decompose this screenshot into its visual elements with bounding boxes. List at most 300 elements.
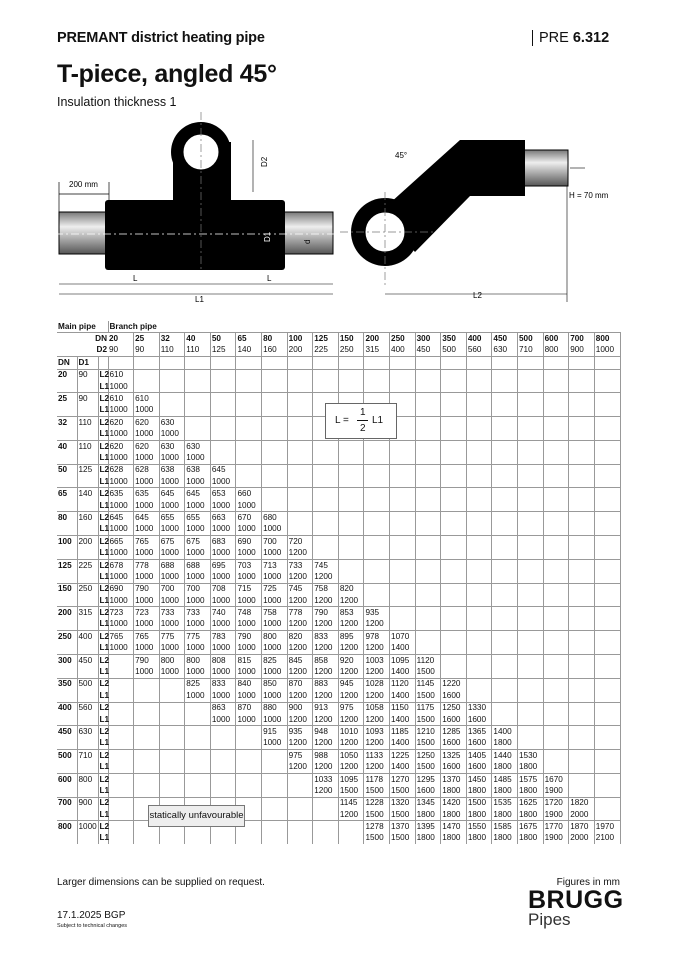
- l2-value-cell: 620: [134, 440, 160, 452]
- branch-dn-cell: 65: [236, 333, 262, 345]
- l2-value-cell: 800: [262, 631, 288, 643]
- l1-value-cell: 1000: [262, 619, 288, 631]
- branch-dn-cell: 32: [159, 333, 185, 345]
- l2-value-cell: [492, 512, 518, 524]
- table-row: [57, 452, 620, 464]
- l2-value-cell: [543, 559, 569, 571]
- l2-value-cell: 825: [185, 678, 211, 690]
- l2-value-cell: 790: [236, 631, 262, 643]
- l1-value-cell: 1500: [390, 809, 416, 821]
- l1-value-cell: 1200: [364, 761, 390, 773]
- l1-value-cell: 1200: [313, 643, 339, 655]
- l1-value-cell: [594, 381, 620, 393]
- l1-value-cell: 1800: [466, 785, 492, 797]
- l2-value-cell: 935: [287, 726, 313, 738]
- l2-value-cell: 1250: [415, 750, 441, 762]
- l1-value-cell: [543, 547, 569, 559]
- l2-value-cell: 883: [313, 678, 339, 690]
- l1-value-cell: [338, 547, 364, 559]
- l1-value-cell: 1000: [185, 524, 211, 536]
- l2-value-cell: [338, 440, 364, 452]
- l2-value-cell: 660: [236, 488, 262, 500]
- l1-value-cell: [108, 738, 134, 750]
- main-d1-cell: 450: [77, 654, 98, 666]
- table-cell: [77, 690, 98, 702]
- l2-value-cell: 1395: [415, 821, 441, 833]
- l2-value-cell: 628: [134, 464, 160, 476]
- l1-value-cell: [313, 809, 339, 821]
- brugg-logo-sub: Pipes: [528, 910, 571, 929]
- l2-value-cell: [492, 417, 518, 429]
- l1-value-cell: 1600: [466, 761, 492, 773]
- l1-value-cell: [364, 571, 390, 583]
- l2-label-cell: L2: [99, 465, 110, 475]
- table-cell: [57, 714, 77, 726]
- l2-value-cell: [364, 536, 390, 548]
- l2-value-cell: [134, 726, 160, 738]
- l1-value-cell: 1800: [492, 785, 518, 797]
- l1-value-cell: [518, 619, 544, 631]
- l1-value-cell: 1000: [159, 619, 185, 631]
- l2-value-cell: [594, 607, 620, 619]
- l1-value-cell: 1000: [210, 690, 236, 702]
- l1-value-cell: [185, 761, 211, 773]
- l1-value-cell: [364, 524, 390, 536]
- l1-value-cell: [441, 571, 467, 583]
- l1-value-cell: [492, 429, 518, 441]
- l1-value-cell: [262, 429, 288, 441]
- table-row: [57, 547, 620, 559]
- code-number: 6.312: [572, 30, 610, 46]
- branch-pipe-header: Branch pipe: [109, 321, 157, 331]
- l2-value-cell: [415, 488, 441, 500]
- l1-value-cell: [338, 452, 364, 464]
- l1-value-cell: 1000: [134, 571, 160, 583]
- l1-label-cell: L1: [98, 714, 108, 726]
- table-row: [57, 369, 620, 381]
- l2-value-cell: 1675: [518, 821, 544, 833]
- l1-value-cell: 1800: [492, 738, 518, 750]
- l1-value-cell: [518, 405, 544, 417]
- l1-value-cell: [287, 524, 313, 536]
- main-d1-cell: 630: [77, 726, 98, 738]
- l1-value-cell: [518, 643, 544, 655]
- l1-value-cell: [594, 690, 620, 702]
- l1-value-cell: [415, 524, 441, 536]
- l1-value-cell: [569, 381, 595, 393]
- l1-value-cell: 1800: [492, 761, 518, 773]
- l2-value-cell: [466, 417, 492, 429]
- l2-value-cell: [466, 654, 492, 666]
- dimension-table: [57, 321, 621, 844]
- branch-d2-cell: 250: [338, 345, 364, 357]
- branch-d2-cell: 315: [364, 345, 390, 357]
- main-pipe-header: Main pipe: [57, 321, 108, 333]
- l1-value-cell: 1000: [159, 429, 185, 441]
- l1-value-cell: 1000: [236, 500, 262, 512]
- l2-value-cell: 708: [210, 583, 236, 595]
- table-cell: [569, 357, 595, 369]
- main-dn-cell: 450: [57, 726, 77, 738]
- table-row: [57, 583, 620, 595]
- l1-value-cell: [569, 619, 595, 631]
- l2-value-cell: [594, 654, 620, 666]
- l2-value-cell: 1400: [492, 726, 518, 738]
- table-row: [57, 440, 620, 452]
- l2-label-cell: L2: [99, 417, 110, 427]
- l2-value-cell: 715: [236, 583, 262, 595]
- branch-dn-cell: 25: [134, 333, 160, 345]
- l2-value-cell: 790: [313, 607, 339, 619]
- l2-value-cell: 1228: [364, 797, 390, 809]
- l2-value-cell: [441, 369, 467, 381]
- l2-value-cell: 1150: [390, 702, 416, 714]
- l1-value-cell: [466, 643, 492, 655]
- l2-value-cell: 675: [185, 536, 211, 548]
- l2-value-cell: [441, 631, 467, 643]
- l1-value-cell: [441, 476, 467, 488]
- l2-value-cell: 723: [134, 607, 160, 619]
- l1-value-cell: [543, 595, 569, 607]
- l2-value-cell: 790: [134, 583, 160, 595]
- l1-value-cell: [415, 452, 441, 464]
- main-d1-cell: 400: [77, 631, 98, 643]
- l1-value-cell: [441, 595, 467, 607]
- l2-value-cell: 733: [185, 607, 211, 619]
- table-row: [57, 536, 620, 548]
- l2-value-cell: [441, 488, 467, 500]
- table-cell: [77, 619, 98, 631]
- l2-value-cell: 1133: [364, 750, 390, 762]
- l1-value-cell: [441, 643, 467, 655]
- dn-column-label: DN: [57, 357, 77, 369]
- table-cell: [134, 357, 160, 369]
- l1-value-cell: [492, 595, 518, 607]
- l2-value-cell: 645: [108, 512, 134, 524]
- l2-value-cell: 683: [210, 536, 236, 548]
- table-cell: [287, 357, 313, 369]
- l2-value-cell: [313, 797, 339, 809]
- l1-value-cell: [492, 690, 518, 702]
- l2-label-cell: L2: [99, 370, 110, 380]
- l2-value-cell: [569, 393, 595, 405]
- l2-value-cell: 1320: [390, 797, 416, 809]
- l1-value-cell: [441, 619, 467, 631]
- l2-value-cell: [313, 821, 339, 833]
- l2-value-cell: [594, 678, 620, 690]
- l1-value-cell: [543, 500, 569, 512]
- l1-value-cell: [492, 571, 518, 583]
- l1-value-cell: 1600: [441, 738, 467, 750]
- l2-value-cell: [364, 464, 390, 476]
- l1-value-cell: 1000: [185, 666, 211, 678]
- l1-value-cell: 1000: [108, 619, 134, 631]
- l1-value-cell: [262, 405, 288, 417]
- main-dn-cell: 25: [57, 393, 77, 405]
- l1-value-cell: [236, 833, 262, 844]
- l2-value-cell: [543, 488, 569, 500]
- l2-value-cell: 630: [185, 440, 211, 452]
- l2-value-cell: [492, 536, 518, 548]
- table-cell: [57, 405, 77, 417]
- l1-value-cell: [466, 524, 492, 536]
- l1-value-cell: [441, 547, 467, 559]
- l1-value-cell: 1000: [210, 547, 236, 559]
- l1-value-cell: 1000: [185, 547, 211, 559]
- l2-label-cell: L2: [99, 608, 110, 618]
- main-d1-cell: 110: [77, 417, 98, 429]
- table-row: [57, 797, 620, 809]
- l2-label-cell: L2: [99, 560, 110, 570]
- document-header-title: PREMANT district heating pipe: [57, 30, 265, 46]
- l1-value-cell: [441, 666, 467, 678]
- l2-value-cell: [338, 369, 364, 381]
- l2-value-cell: 745: [313, 559, 339, 571]
- l2-value-cell: [210, 417, 236, 429]
- l2-value-cell: 1178: [364, 773, 390, 785]
- l2-label-cell: L2: [99, 726, 110, 736]
- table-row: [57, 595, 620, 607]
- l1-value-cell: 1800: [415, 809, 441, 821]
- l2-value-cell: [518, 536, 544, 548]
- l1-value-cell: 1200: [287, 547, 313, 559]
- l1-label-cell: L1: [98, 595, 108, 607]
- l1-value-cell: [594, 714, 620, 726]
- l1-value-cell: 1200: [364, 690, 390, 702]
- l2-value-cell: 800: [185, 654, 211, 666]
- code-prefix: PRE: [539, 30, 569, 46]
- l2-label-cell: L2: [99, 631, 110, 641]
- l1-label-cell: L1: [98, 738, 108, 750]
- l2-value-cell: 1210: [415, 726, 441, 738]
- l2-value-cell: [390, 464, 416, 476]
- l1-value-cell: [338, 524, 364, 536]
- l2-value-cell: [594, 512, 620, 524]
- l2-value-cell: 1220: [441, 678, 467, 690]
- l1-value-cell: [492, 547, 518, 559]
- dim-h-label: H = 70 mm: [569, 191, 609, 200]
- l1-value-cell: [543, 738, 569, 750]
- l2-value-cell: 1175: [415, 702, 441, 714]
- main-d1-cell: 200: [77, 536, 98, 548]
- l2-value-cell: 1325: [441, 750, 467, 762]
- l2-value-cell: 1500: [466, 797, 492, 809]
- l2-value-cell: [594, 440, 620, 452]
- table-cell: [57, 666, 77, 678]
- l1-value-cell: [569, 571, 595, 583]
- l1-value-cell: 1000: [262, 524, 288, 536]
- branch-dn-cell: 500: [518, 333, 544, 345]
- l1-value-cell: [390, 381, 416, 393]
- l1-value-cell: [185, 429, 211, 441]
- table-cell: [466, 357, 492, 369]
- l1-value-cell: [390, 452, 416, 464]
- branch-d2-cell: 110: [185, 345, 211, 357]
- l2-value-cell: 863: [210, 702, 236, 714]
- l1-label-cell: L1: [98, 785, 108, 797]
- l2-value-cell: [518, 417, 544, 429]
- l2-value-cell: 1450: [466, 773, 492, 785]
- l1-value-cell: 2100: [594, 833, 620, 844]
- l2-value-cell: 815: [236, 654, 262, 666]
- table-cell: [77, 643, 98, 655]
- l1-value-cell: [518, 452, 544, 464]
- l1-value-cell: [543, 643, 569, 655]
- l2-value-cell: [569, 559, 595, 571]
- l1-value-cell: [569, 785, 595, 797]
- length-formula: [325, 403, 397, 439]
- statically-unfavourable-label: statically unfavourable: [148, 805, 245, 827]
- l2-value-cell: 870: [287, 678, 313, 690]
- table-cell: [77, 714, 98, 726]
- l2-value-cell: [134, 369, 160, 381]
- l2-value-cell: [159, 702, 185, 714]
- l2-value-cell: 678: [108, 559, 134, 571]
- l1-value-cell: 1000: [262, 714, 288, 726]
- l2-value-cell: [569, 702, 595, 714]
- l1-value-cell: [518, 666, 544, 678]
- table-row: [57, 726, 620, 738]
- l2-value-cell: 1720: [543, 797, 569, 809]
- l1-value-cell: 1200: [313, 666, 339, 678]
- l2-value-cell: 628: [108, 464, 134, 476]
- l2-value-cell: [518, 512, 544, 524]
- table-cell: [57, 643, 77, 655]
- l2-value-cell: [543, 369, 569, 381]
- l2-value-cell: [364, 512, 390, 524]
- main-d1-cell: 140: [77, 488, 98, 500]
- table-cell: [77, 500, 98, 512]
- table-cell: [57, 429, 77, 441]
- l2-value-cell: [441, 440, 467, 452]
- branch-d2-cell: 160: [262, 345, 288, 357]
- l1-value-cell: [313, 524, 339, 536]
- main-d1-cell: 225: [77, 559, 98, 571]
- l1-value-cell: 1000: [210, 524, 236, 536]
- l1-value-cell: [492, 476, 518, 488]
- l1-value-cell: 1000: [236, 524, 262, 536]
- l1-value-cell: 1200: [338, 809, 364, 821]
- l1-value-cell: 1000: [159, 476, 185, 488]
- l2-value-cell: [569, 773, 595, 785]
- l2-value-cell: [466, 488, 492, 500]
- l2-value-cell: [543, 393, 569, 405]
- table-cell: [57, 809, 77, 821]
- l1-value-cell: [415, 476, 441, 488]
- table-cell: [594, 357, 620, 369]
- l2-value-cell: 1095: [390, 654, 416, 666]
- l1-value-cell: 1000: [210, 571, 236, 583]
- l2-value-cell: 853: [338, 607, 364, 619]
- l1-value-cell: [569, 524, 595, 536]
- l1-value-cell: [518, 738, 544, 750]
- branch-dn-cell: 200: [364, 333, 390, 345]
- l2-value-cell: [492, 440, 518, 452]
- l1-value-cell: 1000: [134, 666, 160, 678]
- l2-label-cell: L2: [99, 703, 110, 713]
- l2-value-cell: [518, 464, 544, 476]
- l1-value-cell: 2000: [569, 833, 595, 844]
- l1-value-cell: [287, 833, 313, 844]
- l2-value-cell: [492, 583, 518, 595]
- l2-value-cell: [287, 488, 313, 500]
- table-row: [57, 643, 620, 655]
- l1-value-cell: 1200: [338, 690, 364, 702]
- l2-value-cell: 690: [108, 583, 134, 595]
- l2-value-cell: 775: [185, 631, 211, 643]
- l1-value-cell: [466, 595, 492, 607]
- branch-dn-cell: 600: [543, 333, 569, 345]
- l2-value-cell: [236, 464, 262, 476]
- l2-value-cell: 1250: [441, 702, 467, 714]
- l2-value-cell: [594, 797, 620, 809]
- l2-value-cell: [390, 369, 416, 381]
- l2-value-cell: [210, 369, 236, 381]
- l1-value-cell: [594, 619, 620, 631]
- l2-value-cell: [594, 369, 620, 381]
- l2-value-cell: [390, 440, 416, 452]
- l2-value-cell: 1405: [466, 750, 492, 762]
- table-cell: [57, 738, 77, 750]
- l2-value-cell: [262, 797, 288, 809]
- l1-value-cell: 1000: [262, 547, 288, 559]
- l2-value-cell: 978: [364, 631, 390, 643]
- l1-value-cell: [441, 452, 467, 464]
- l2-value-cell: 1278: [364, 821, 390, 833]
- l2-value-cell: [236, 417, 262, 429]
- l1-value-cell: 1200: [338, 595, 364, 607]
- l1-value-cell: 1200: [287, 738, 313, 750]
- l1-value-cell: [108, 714, 134, 726]
- table-cell: [236, 357, 262, 369]
- l2-value-cell: [466, 536, 492, 548]
- l1-value-cell: [210, 429, 236, 441]
- l2-value-cell: 900: [287, 702, 313, 714]
- main-d1-cell: 125: [77, 464, 98, 476]
- main-d1-cell: 315: [77, 607, 98, 619]
- table-cell: [57, 595, 77, 607]
- l1-value-cell: [543, 452, 569, 464]
- l1-value-cell: 1000: [134, 619, 160, 631]
- l1-value-cell: [466, 429, 492, 441]
- branch-dn-cell: 400: [466, 333, 492, 345]
- l1-value-cell: [518, 500, 544, 512]
- l2-value-cell: 948: [313, 726, 339, 738]
- l2-value-cell: [415, 417, 441, 429]
- branch-dn-cell: 800: [594, 333, 620, 345]
- l1-value-cell: [338, 381, 364, 393]
- table-row: [57, 464, 620, 476]
- l1-value-cell: [159, 381, 185, 393]
- l2-value-cell: 1120: [390, 678, 416, 690]
- l1-value-cell: 1200: [338, 714, 364, 726]
- branch-d2-cell: 90: [134, 345, 160, 357]
- l1-value-cell: [441, 381, 467, 393]
- l1-value-cell: 1800: [492, 809, 518, 821]
- l2-label-cell: L2: [99, 536, 110, 546]
- technical-drawing: [55, 112, 625, 312]
- l1-value-cell: [287, 452, 313, 464]
- l2-value-cell: [518, 726, 544, 738]
- l1-value-cell: 1000: [262, 643, 288, 655]
- l2-value-cell: 700: [262, 536, 288, 548]
- l1-value-cell: [210, 833, 236, 844]
- l2-value-cell: 723: [108, 607, 134, 619]
- l1-value-cell: [236, 476, 262, 488]
- l1-value-cell: [210, 785, 236, 797]
- l2-value-cell: 1770: [543, 821, 569, 833]
- l1-value-cell: [543, 666, 569, 678]
